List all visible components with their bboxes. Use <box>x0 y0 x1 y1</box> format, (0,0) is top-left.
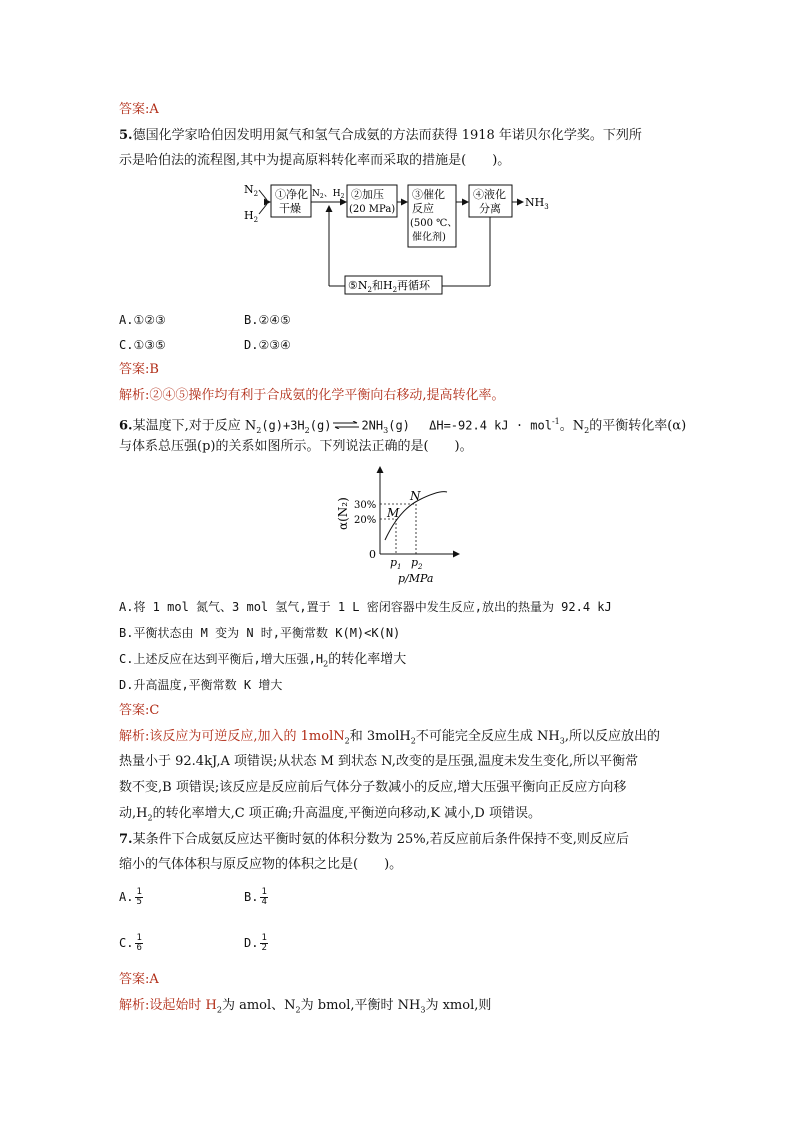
q7-stem-line2: 缩小的气体体积与原反应物的体积之比是( )。 <box>119 857 403 872</box>
q6-analysis-line3: 数不变,B 项错误;该反应是反应前后气体分子数减小的反应,增大压强平衡向正反应方向移 <box>119 780 627 795</box>
fraction-1-2: $\frac{1}{2}$ <box>261 933 267 953</box>
alpha-pressure-graph <box>335 462 465 586</box>
flow-h2-label: $H_2$ <box>244 209 259 224</box>
q6-option-a[interactable]: A.将 1 mol 氮气、3 mol 氢气,置于 1 L 密闭容器中发生反应,放出的热量为 92.4 kJ <box>119 600 612 614</box>
svg-text:⑤N2和H2再循环: $⑤N_2$和$H_2$再循环 <box>348 279 431 294</box>
y-axis-label: α(N₂) <box>336 497 350 530</box>
q7-option-a[interactable]: A. $\frac{1}{5}$ <box>119 887 142 907</box>
q6-analysis-line4: 动$,H_2$的转化率增大,C 项正确;升高温度,平衡逆向移动,K 减小,D 项错误。 <box>119 806 541 823</box>
q5-stem-line2: 示是哈伯法的流程图,其中为提高原料转化率而采取的措施是( )。 <box>119 153 511 168</box>
svg-text:干燥: 干燥 <box>279 202 301 215</box>
fraction-1-4: $\frac{1}{4}$ <box>261 887 267 907</box>
q6-stem-line2: 与体系总压强(p)的关系如图所示。下列说法正确的是( )。 <box>119 439 473 454</box>
svg-text:(20 MPa): (20 MPa) <box>349 204 396 215</box>
q6-analysis-line1: 解析:该反应为可逆反应,加入的 1molN$_2$和 3molH$_2$不可能完全反应生成 $NH_3$,所以反应放出的 <box>119 729 660 746</box>
tick-20: 20% <box>354 515 377 526</box>
p1-label: $p_1$ <box>390 556 402 571</box>
q7-option-c[interactable]: C. $\frac{1}{6}$ <box>119 933 142 953</box>
q5-option-d[interactable]: D.②③④ <box>244 338 291 352</box>
svg-text:(500 ℃、: (500 ℃、 <box>410 218 458 229</box>
q7-answer: 答案:A <box>119 972 159 987</box>
flow-n2-label: $N_2$ <box>244 183 259 198</box>
q6-option-b[interactable]: B.平衡状态由 M 变为 N 时,平衡常数 K(M)<K(N) <box>119 626 401 640</box>
q5-stem-line1: 5.德国化学家哈伯因发明用氮气和氢气合成氨的方法而获得 1918 年诺贝尔化学奖。下列所 <box>119 128 642 143</box>
flow-nh3-label: $NH_3$ <box>525 196 549 211</box>
svg-text:④液化: ④液化 <box>473 188 506 201</box>
point-n-label: N <box>410 489 421 503</box>
p2-label: $p_2$ <box>411 556 423 571</box>
point-m-label: M <box>387 506 400 520</box>
tick-30: 30% <box>354 500 377 511</box>
q6-stem-line1: 6.某温度下,对于反应 $N_2(g)+3H_2(g)$ $2NH_3(g)$ ΔH=-92.4 kJ · mol$^{-1}$。$N_2$的平衡转化率(α) <box>119 417 687 435</box>
q7-stem-line1: 7.某条件下合成氨反应达平衡时氨的体积分数为 25%,若反应前后条件保持不变,则反应后 <box>119 832 629 847</box>
q5-number: 5. <box>119 128 133 143</box>
q6-answer: 答案:C <box>119 703 160 718</box>
fraction-1-5: $\frac{1}{5}$ <box>136 887 142 907</box>
svg-text:分离: 分离 <box>479 202 501 215</box>
q5-option-a[interactable]: A.①②③ <box>119 313 166 327</box>
q6-option-c[interactable]: C.上述反应在达到平衡后,增大压强$,H_2$的转化率增大 <box>119 652 407 669</box>
svg-text:反应: 反应 <box>412 202 434 215</box>
x-axis-label: p/MPa <box>398 572 434 585</box>
svg-text:②加压: ②加压 <box>351 188 384 201</box>
svg-text:③催化: ③催化 <box>412 188 445 201</box>
origin-label: 0 <box>369 548 376 561</box>
q7-option-b[interactable]: B. $\frac{1}{4}$ <box>244 887 267 907</box>
q6-option-d[interactable]: D.升高温度,平衡常数 K 增大 <box>119 678 283 692</box>
haber-flow-diagram <box>240 178 560 296</box>
q7-option-d[interactable]: D. $\frac{1}{2}$ <box>244 933 267 953</box>
q4-answer: 答案:A <box>119 102 159 117</box>
q5-answer: 答案:B <box>119 362 159 377</box>
equilibrium-arrow <box>333 417 359 435</box>
q6-analysis-line2: 热量小于 92.4kJ,A 项错误;从状态 M 到状态 N,改变的是压强,温度未发生变化,所以平衡常 <box>119 754 639 769</box>
q5-option-b[interactable]: B.②④⑤ <box>244 313 291 327</box>
flow-mid-label: $N_2$、$H_2$ <box>312 189 345 200</box>
q5-analysis: 解析:②④⑤操作均有利于合成氨的化学平衡向右移动,提高转化率。 <box>119 388 505 403</box>
q5-option-c[interactable]: C.①③⑤ <box>119 338 166 352</box>
svg-text:催化剂): 催化剂) <box>412 232 446 243</box>
q7-analysis: 解析:设起始时 $H_2$为 amol、$N_2$为 bmol,平衡时 $NH_3$为 xmol,则 <box>119 998 492 1015</box>
fraction-1-6: $\frac{1}{6}$ <box>136 933 142 953</box>
svg-text:①净化: ①净化 <box>275 188 308 201</box>
